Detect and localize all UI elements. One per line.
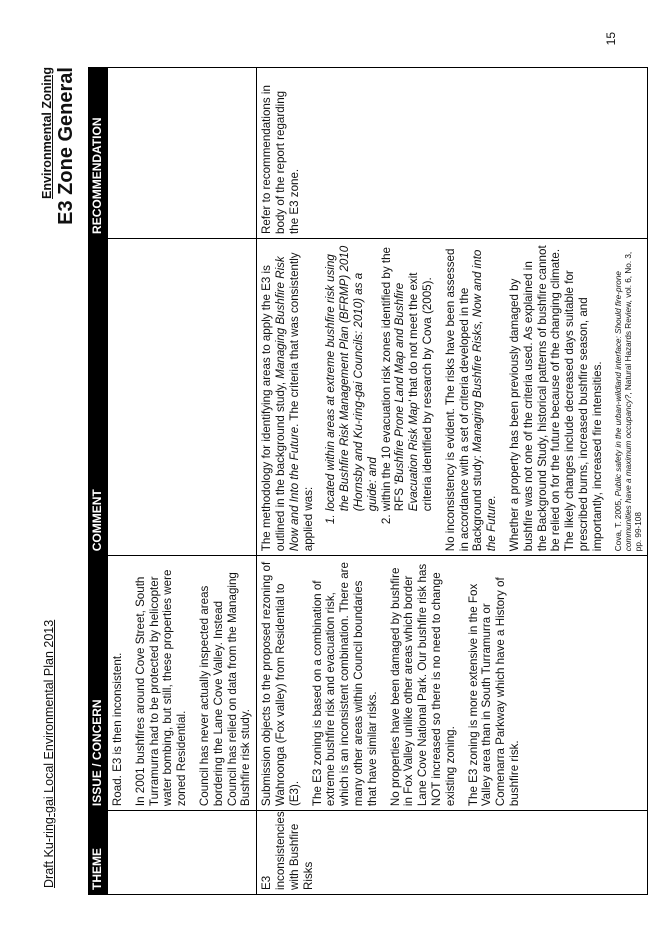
criteria-list bbox=[324, 243, 434, 551]
theme-cell bbox=[108, 811, 257, 895]
header-recommendation: RECOMMENDATION bbox=[89, 68, 108, 239]
page-title: E3 Zone General bbox=[55, 67, 77, 225]
comment-paragraph: The methodology for identifying areas to apply the E3 is outlined in the background study, Managing Bushfire Risk Now and Into the Future. The criteria that was consistently applied was: bbox=[260, 252, 315, 552]
table-row bbox=[108, 68, 257, 895]
issue-paragraph: No properties have been damaged by bushfire in Fox Valley unlike other areas which border Lane Cove National Park. Our bushfire risk has NOT increased so there is no need to change existing zoning. bbox=[388, 563, 457, 807]
document-header-title: Draft Ku-ring-gai Local Environmental Plan 2013 bbox=[42, 619, 56, 888]
footnote: Cova, T. 2005, Public safety in the urban-wildland interface: Should fire-prone communities have a maximum occupancy?, Natural Hazards Review, vol. 6, No. 3, pp. 99-108 bbox=[613, 251, 643, 552]
header-theme: THEME bbox=[89, 811, 108, 895]
issue-cell bbox=[257, 556, 647, 811]
recommendation-cell bbox=[108, 68, 257, 239]
list-item: 1. located within areas at extreme bushfire risk using the Bushfire Risk Management Plan (BFRMP) 2010 (Hornsby and Ku-ring-gai Councils: 2010) as a guide: and bbox=[324, 243, 379, 511]
header-issue: ISSUE / CONCERN bbox=[89, 556, 108, 811]
page-number: 15 bbox=[604, 32, 618, 46]
issue-paragraph: Road. E3 is then inconsistent. bbox=[111, 652, 124, 807]
comment-cell bbox=[257, 238, 647, 555]
issue-paragraph: The E3 zoning is based on a combination of extreme bushfire risk and evacuation risk, which is an inconsistent combination. There are many other areas within Council boundaries that have similar risks. bbox=[310, 562, 379, 807]
issue-paragraph: In 2001 bushfires around Cove Street, South Turramurra had to be protected by helicopter water bombing, but still, these properties were zoned Residential. bbox=[133, 569, 189, 807]
table-row bbox=[257, 68, 647, 895]
section-header: Environmental Zoning bbox=[40, 67, 54, 199]
table-header-row bbox=[89, 68, 108, 895]
header-comment: COMMENT bbox=[89, 238, 108, 555]
issue-paragraph: The E3 zoning is more extensive in the Fox Valley area than in South Turramurra or Comenarra Parkway which have a History of bushfire risk. bbox=[466, 577, 521, 807]
theme-cell: E3 inconsistencies with Bushfire Risks bbox=[257, 811, 647, 895]
comment-paragraph: Whether a property has been previously damaged by bushfire was not one of the criteria used. As explained in the Background Study, historical patterns of bushfire cannot be relied on for the future because of the changing climate. The likely changes include decreased days suitable for prescribed burns, increased bushfire season, and importantly, increased fire intensities. bbox=[507, 245, 604, 552]
comment-paragraph: No inconsistency is evident. The risks have been assessed in accordance with a set of criteria developed in the Background study: Managing Bushfire Risks, Now and into the Future. bbox=[443, 248, 499, 552]
comment-cell bbox=[108, 238, 257, 555]
issue-paragraph: Council has never actually inspected areas bordering the Lane Cove Valley. Instead Council has relied on data from the Managing Bushfire risk study. bbox=[197, 572, 253, 807]
list-item: 2. within the 10 evacuation risk zones identified by the RFS 'Bushfire Prone Land Map and Bushfire Evacuation Risk Map' that do not meet the exit criteria identified by research by Cova (2005). bbox=[380, 243, 435, 511]
submission-table bbox=[88, 67, 648, 895]
recommendation-cell: Refer to recommendations in body of the report regarding the E3 zone. bbox=[257, 68, 647, 239]
issue-paragraph: Submission objects to the proposed rezoning of Wahroonga (Fox valley) from Residential to (E3). bbox=[260, 561, 301, 807]
issue-cell bbox=[108, 556, 257, 811]
